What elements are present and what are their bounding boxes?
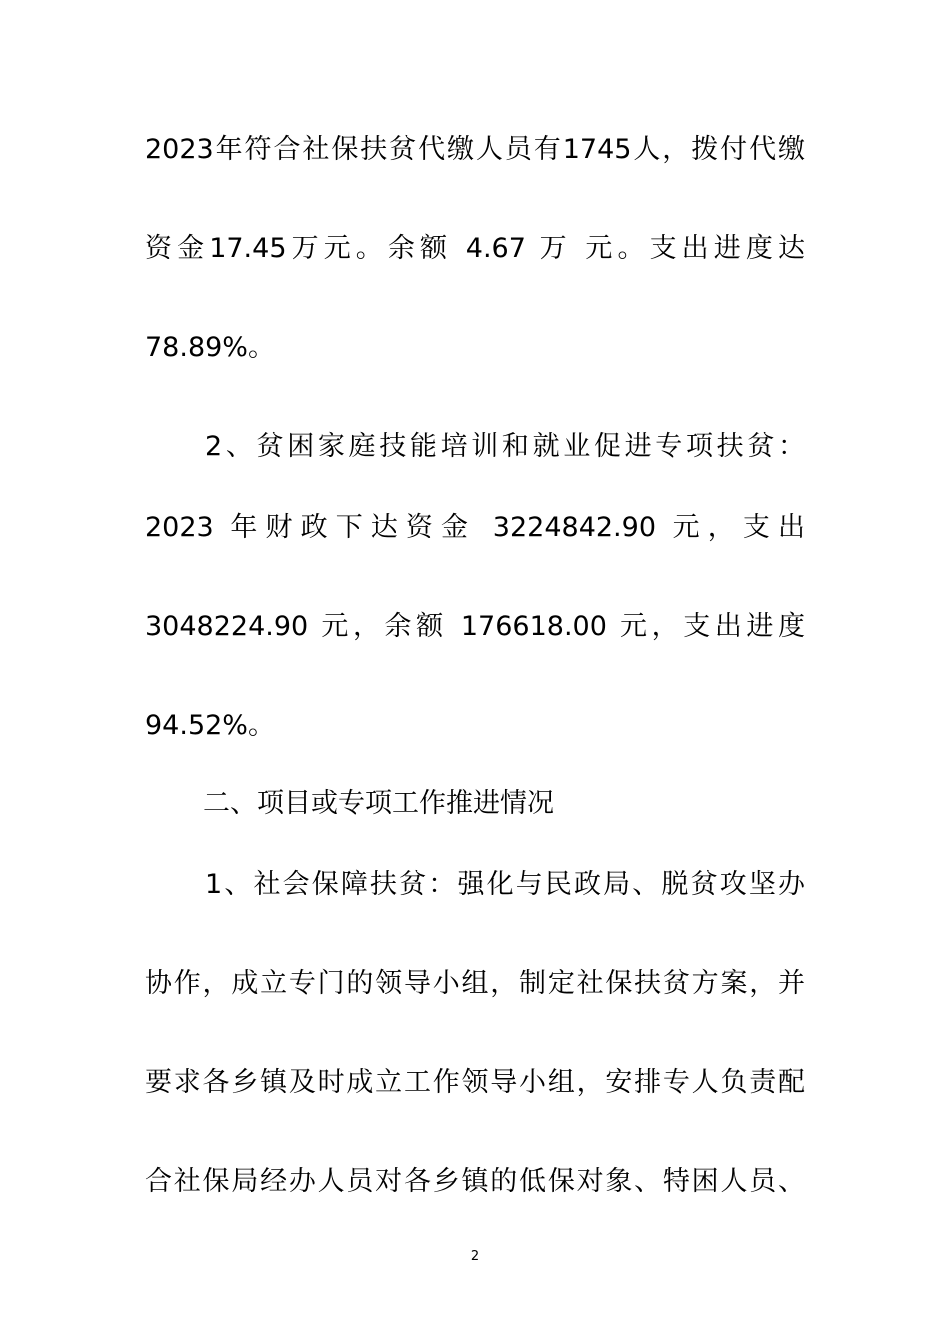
text-line-5: 2023 年财政下达资金 3224842.90 元，支出	[145, 512, 805, 543]
text-line-10: 协作，成立专门的领导小组，制定社保扶贫方案，并	[145, 968, 805, 999]
text-line-6: 3048224.90 元，余额 176618.00 元，支出进度	[145, 611, 805, 642]
text-line-11: 要求各乡镇及时成立工作领导小组，安排专人负责配	[145, 1067, 805, 1098]
text-line-12: 合社保局经办人员对各乡镇的低保对象、特困人员、	[145, 1166, 805, 1197]
text-line-4: 2、贫困家庭技能培训和就业促进专项扶贫：	[205, 431, 805, 462]
text-line-1: 2023年符合社保扶贫代缴人员有1745人，拨付代缴	[145, 134, 805, 165]
page-number: 2	[470, 1249, 480, 1264]
section-heading: 二、项目或专项工作推进情况	[203, 788, 554, 819]
text-line-7: 94.52%。	[145, 710, 275, 741]
text-line-3: 78.89%。	[145, 332, 275, 363]
text-line-2: 资金17.45万元。余额 4.67 万 元。支出进度达	[145, 233, 805, 264]
text-line-9: 1、社会保障扶贫：强化与民政局、脱贫攻坚办	[205, 869, 805, 900]
